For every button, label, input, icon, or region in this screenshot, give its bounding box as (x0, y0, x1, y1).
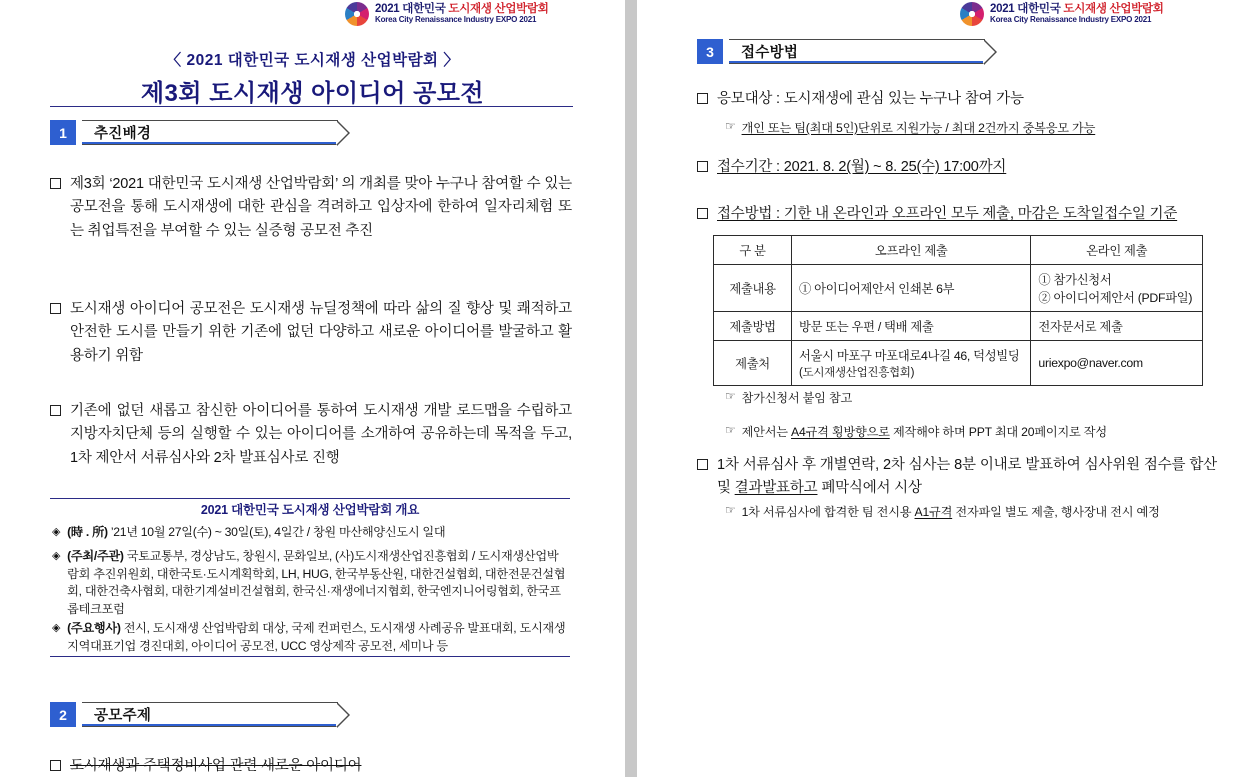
title-divider (50, 106, 573, 107)
pointing-hand-icon: ☞ (725, 503, 736, 517)
note-line-1-text: 참가신청서 붙임 참고 (741, 391, 853, 405)
paragraph-4-text: 도시재생과 주택정비사업 관련 새로운 아이디어 (70, 758, 362, 774)
checkbox-icon (697, 459, 708, 470)
section-3-label: 접수방법 (741, 45, 799, 61)
overview-item-2 (52, 620, 568, 655)
note-line-1 (725, 389, 1225, 406)
pointing-hand-icon: ☞ (725, 423, 736, 437)
period-item (697, 156, 1217, 179)
diamond-icon: ◈ (52, 550, 61, 562)
table-row (714, 312, 1203, 341)
method-item (697, 203, 1225, 226)
paragraph-2 (50, 298, 572, 368)
table-cell-online-line1: ① 참가신청서 (1038, 273, 1112, 287)
period-text: 접수기간 : 2021. 8. 2(월) ~ 8. 25(수) 17:00까지 (717, 159, 1007, 175)
section-1-banner (50, 120, 338, 145)
section-3-underline (729, 61, 984, 63)
table-cell-online: uriexpo@naver.com (1031, 341, 1203, 386)
overview-top-rule (50, 498, 570, 499)
table-cell-offline: 방문 또는 우편 / 택배 제출 (792, 312, 1031, 341)
note-line-2 (725, 423, 1225, 440)
section-1-underline (82, 142, 337, 144)
table-header-row (714, 236, 1203, 265)
table-cell-offline-line2: (도시재생산업진흥협회) (799, 367, 915, 379)
checkbox-icon (50, 405, 61, 416)
expo-logo-icon (960, 2, 984, 26)
checkbox-icon (50, 178, 61, 189)
expo-logo-text (990, 3, 1164, 25)
note-line-2-text: 제안서는 A4규격 횡방향으로 제작해야 하며 PPT 최대 20페이지로 작성 (741, 425, 1107, 439)
section-2-number: 2 (50, 702, 76, 727)
table-cell-offline (792, 341, 1031, 386)
overview-bottom-rule (50, 656, 570, 657)
expo-logo-icon (345, 2, 369, 26)
overview-title: 2021 대한민국 도시재생 산업박람회 개요 (200, 503, 420, 517)
section-2-bar (82, 702, 338, 727)
review-note-text: 1차 서류심사에 합격한 팀 전시용 A1규격 전자파일 별도 제출, 행사장내 전시 예정 (741, 505, 1160, 519)
pointing-hand-icon: ☞ (725, 389, 736, 403)
overview-item-0-text: (時 . 所) ’21년 10월 27일(수) ~ 30일(토), 4일간 / 창원 마산해양신도시 일대 (67, 525, 446, 539)
review-item (697, 454, 1217, 501)
section-1-bar (82, 120, 338, 145)
checkbox-icon (50, 760, 61, 771)
section-2-banner (50, 702, 338, 727)
table-header-online: 온라인 제출 (1031, 236, 1203, 265)
page-left (0, 0, 625, 777)
overview-item-2-text: (주요행사) 전시, 도시재생 산업박람회 대상, 국제 컨퍼런스, 도시재생 사례공유 발표대회, 도시재생 지역대표기업 경진대회, 아이디어 공모전, UCC 영상제작 공모전, 세미나 등 (67, 621, 566, 653)
table-row (714, 341, 1203, 386)
expo-logo (345, 2, 549, 26)
expo-logo-text (375, 3, 549, 25)
overview-item-0 (52, 524, 568, 542)
table-cell-online: 전자문서로 제출 (1031, 312, 1203, 341)
table-cell-label: 제출방법 (714, 312, 792, 341)
table-header-division: 구 분 (714, 236, 792, 265)
overview-item-1 (52, 548, 568, 619)
table-header-offline: 오프라인 제출 (792, 236, 1031, 265)
apply-target-note-text: 개인 또는 팀(최대 5인)단위로 지원가능 / 최대 2건까지 중복응모 가능 (741, 121, 1096, 135)
table-cell-label: 제출내용 (714, 265, 792, 312)
checkbox-icon (697, 93, 708, 104)
expo-logo-line1: 2021 대한민국 도시재생 산업박람회 (990, 3, 1164, 16)
apply-target-item (697, 88, 1217, 111)
table-cell-online (1031, 265, 1203, 312)
page-title: 제3회 도시재생 아이디어 공모전 (140, 80, 485, 107)
document-subtitle: 〈 2021 대한민국 도시재생 산업박람회 〉 (165, 52, 460, 69)
page-gutter (625, 0, 637, 777)
diamond-icon: ◈ (52, 622, 61, 634)
table-row (714, 265, 1203, 312)
checkbox-icon (697, 208, 708, 219)
apply-target-text: 응모대상 : 도시재생에 관심 있는 누구나 참여 가능 (717, 91, 1024, 107)
table-cell-online-line2: ② 아이디어제안서 (PDF파일) (1038, 291, 1193, 305)
review-note (725, 503, 1245, 520)
method-text: 접수방법 : 기한 내 온라인과 오프라인 모두 제출, 마감은 도착일접수일 기준 (717, 206, 1178, 222)
paragraph-3 (50, 400, 572, 470)
paragraph-4 (50, 755, 572, 777)
apply-target-note (725, 119, 1225, 136)
checkbox-icon (50, 303, 61, 314)
paragraph-3-text: 기존에 없던 새롭고 참신한 아이디어를 통하여 도시재생 개발 로드맵을 수립하고 지방자치단체 등의 실행할 수 있는 아이디어를 소개하여 공유하는데 목적을 두고, 1차 제안서 서류심사와 2차 발표심사로 진행 (70, 403, 572, 466)
paragraph-1 (50, 173, 572, 243)
submission-table (713, 235, 1203, 386)
pointing-hand-icon: ☞ (725, 119, 736, 133)
expo-logo (960, 2, 1164, 26)
checkbox-icon (697, 161, 708, 172)
page-right (637, 0, 1255, 777)
section-3-banner (697, 39, 985, 64)
overview-item-1-text: (주최/주관) 국토교통부, 경상남도, 창원시, 문화일보, (사)도시재생산업진흥협회 / 도시재생산업박람회 추진위원회, 대한국토·도시계획학회, LH, HUG, 한국부동산원, 대한건설협회, 대한전문건설협회, 대한건축사협회, 대한기계설비건설협회, 한국신·재생에너지협회, 한국엔지니어링협회, 한국프롭테크포럼 (67, 549, 566, 617)
section-1-label: 추진배경 (94, 126, 152, 142)
expo-logo-line1: 2021 대한민국 도시재생 산업박람회 (375, 3, 549, 16)
review-text: 1차 서류심사 후 개별연락, 2차 심사는 8분 이내로 발표하여 심사위원 점수를 합산 및 결과발표하고 폐막식에서 시상 (717, 457, 1217, 497)
paragraph-1-text: 제3회 ‘2021 대한민국 도시재생 산업박람회’ 의 개최를 맞아 누구나 참여할 수 있는 공모전을 통해 도시재생에 대한 관심을 격려하고 입상자에 한하여 일자리체험 또는 취업특전을 부여할 수 있는 실증형 공모전 추진 (70, 176, 572, 239)
section-2-label: 공모주제 (94, 708, 152, 724)
section-3-number: 3 (697, 39, 723, 64)
section-1-number: 1 (50, 120, 76, 145)
expo-logo-line2: Korea City Renaissance Industry EXPO 2021 (990, 14, 1152, 24)
diamond-icon: ◈ (52, 526, 61, 538)
expo-logo-line2: Korea City Renaissance Industry EXPO 2021 (375, 14, 537, 24)
section-3-bar (729, 39, 985, 64)
table-cell-offline: ① 아이디어제안서 인쇄본 6부 (792, 265, 1031, 312)
section-2-underline (82, 724, 337, 726)
paragraph-2-text: 도시재생 아이디어 공모전은 도시재생 뉴딜정책에 따라 삶의 질 향상 및 쾌적하고 안전한 도시를 만들기 위한 기존에 없던 다양하고 새로운 아이디어를 발굴하고 활용하기 위함 (70, 301, 572, 364)
table-cell-offline-line1: 서울시 마포구 마포대로4나길 46, 덕성빌딩 (799, 349, 1020, 363)
table-cell-label: 제출처 (714, 341, 792, 386)
